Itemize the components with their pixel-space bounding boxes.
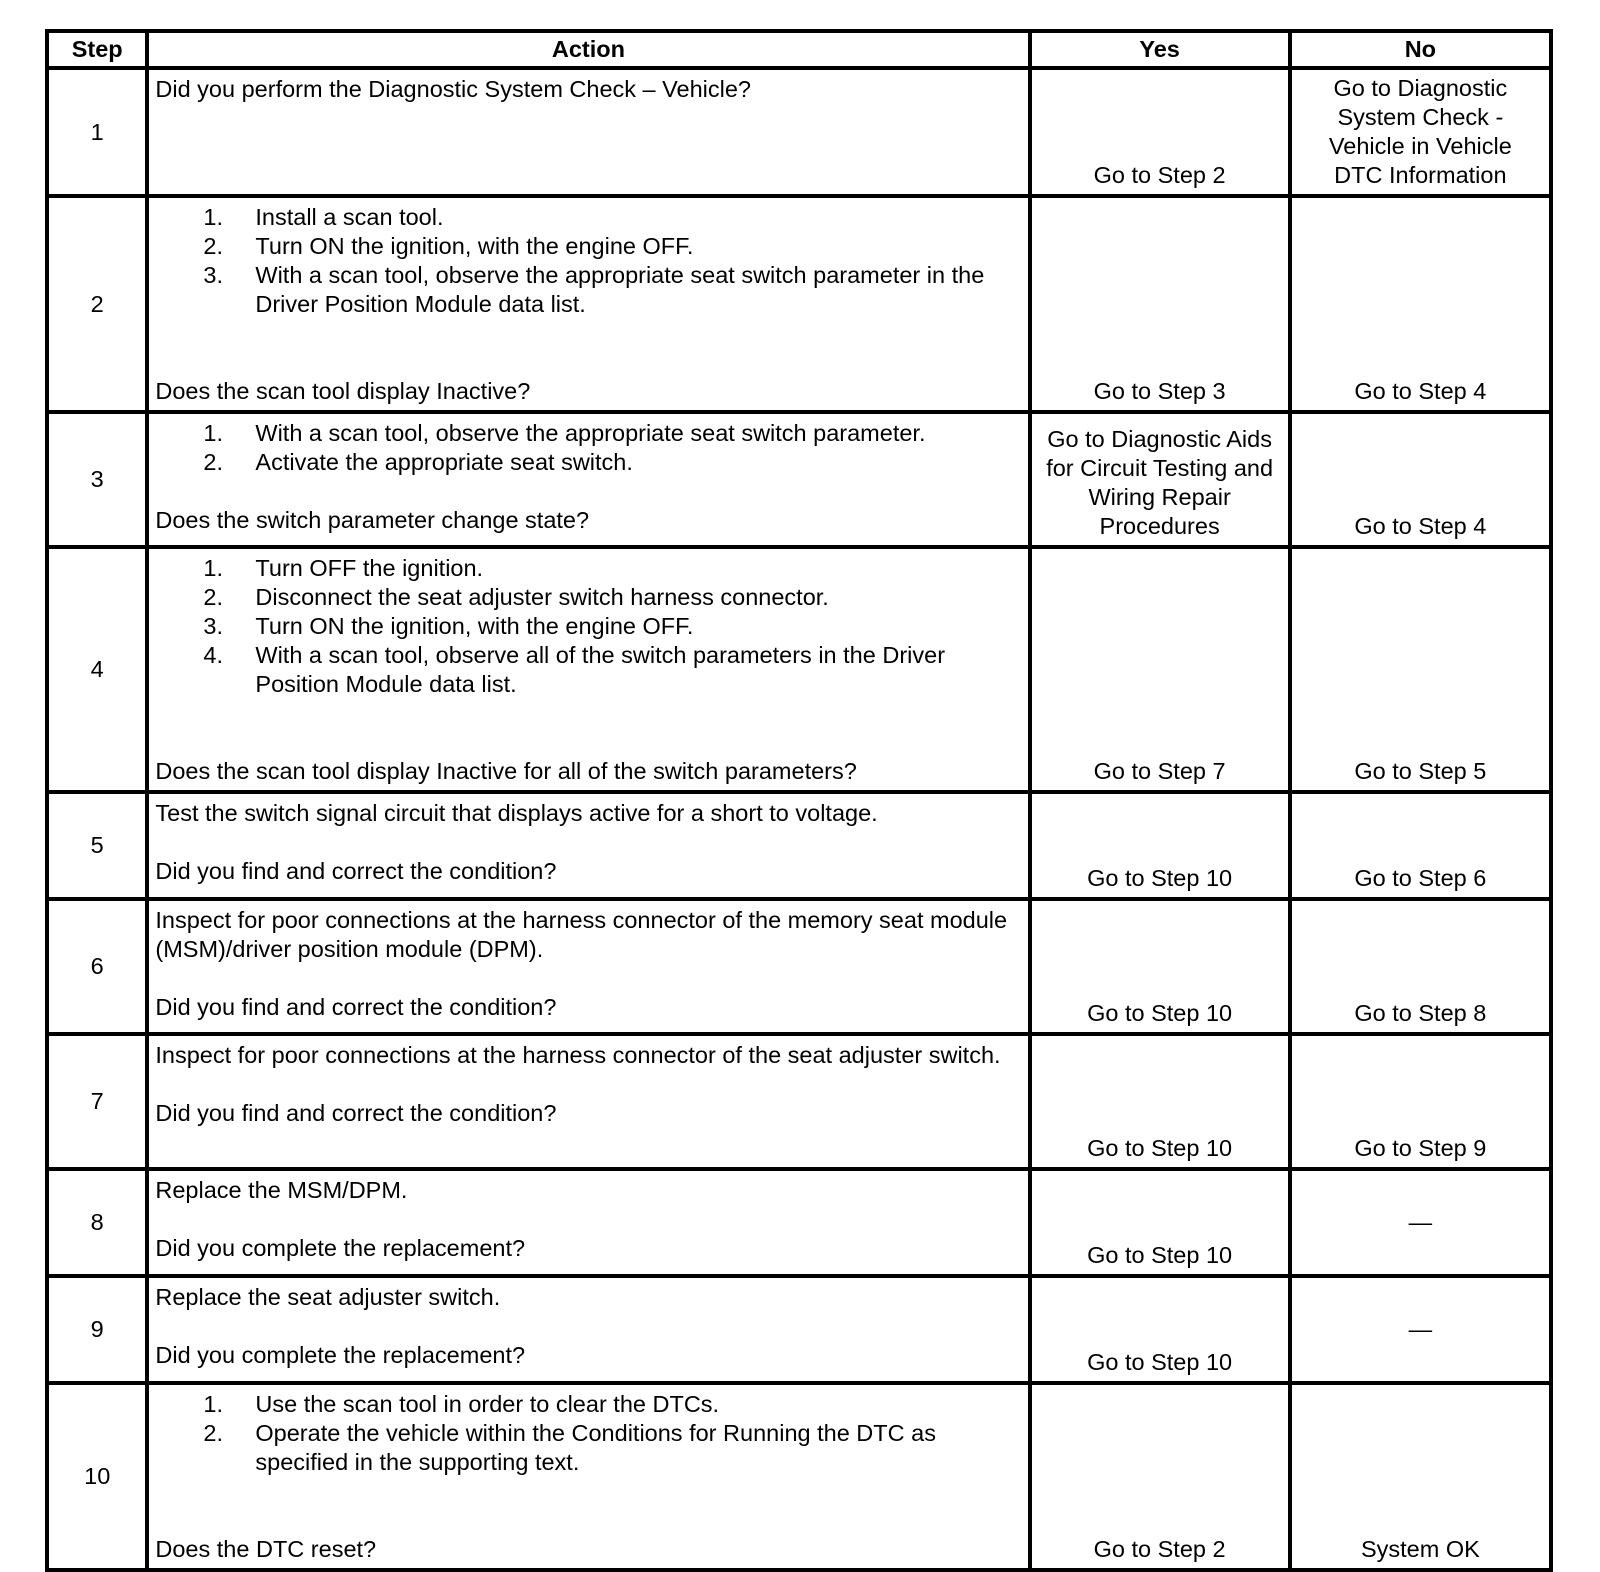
yes-result: Go to Step 10 — [1030, 1276, 1290, 1383]
action-text: Replace the seat adjuster switch. — [155, 1284, 501, 1310]
yes-result: Go to Step 10 — [1030, 1034, 1290, 1169]
action-cell — [147, 1276, 1029, 1383]
list-item: 1. With a scan tool, observe the appropriate seat switch parameter. — [203, 420, 926, 446]
action-text: Test the switch signal circuit that displays active for a short to voltage. — [155, 800, 878, 826]
step-number: 8 — [47, 1169, 147, 1276]
no-result: — — [1290, 1276, 1551, 1383]
table-row — [47, 1276, 1551, 1383]
list-item: 2. Operate the vehicle within the Conditions for Running the DTC as specified in the supporting text. — [203, 1420, 936, 1475]
action-cell — [147, 547, 1029, 792]
question-text: Did you complete the replacement? — [155, 1342, 526, 1368]
action-cell — [147, 1034, 1029, 1169]
no-result: Go to Step 5 — [1290, 547, 1551, 792]
table-row — [47, 196, 1551, 412]
yes-result: Go to Step 7 — [1030, 547, 1290, 792]
question-text: Does the scan tool display Inactive? — [155, 378, 531, 404]
procedure-list — [155, 419, 1017, 477]
no-result: System OK — [1290, 1383, 1551, 1570]
step-number: 1 — [47, 68, 147, 196]
action-text: Inspect for poor connections at the harness connector of the memory seat module (MSM)/driver position module (DPM). — [155, 907, 1008, 962]
list-item: 3. With a scan tool, observe the appropriate seat switch parameter in the Driver Position Module data list. — [203, 262, 985, 317]
yes-result: Go to Step 10 — [1030, 1169, 1290, 1276]
no-result: — — [1290, 1169, 1551, 1276]
table-row — [47, 547, 1551, 792]
no-result: Go to Step 6 — [1290, 792, 1551, 899]
table-row — [47, 1034, 1551, 1169]
no-result: Go to Step 8 — [1290, 899, 1551, 1034]
step-number: 9 — [47, 1276, 147, 1383]
step-number: 10 — [47, 1383, 147, 1570]
yes-result: Go to Diagnostic Aids for Circuit Testing and Wiring Repair Procedures — [1030, 412, 1290, 547]
header-action: Action — [147, 31, 1029, 68]
no-result: Go to Step 9 — [1290, 1034, 1551, 1169]
action-cell — [147, 792, 1029, 899]
procedure-list — [155, 203, 1017, 319]
action-text: Replace the MSM/DPM. — [155, 1177, 408, 1203]
yes-result: Go to Step 2 — [1030, 68, 1290, 196]
question-text: Did you find and correct the condition? — [155, 858, 557, 884]
yes-result: Go to Step 2 — [1030, 1383, 1290, 1570]
table-row — [47, 412, 1551, 547]
question-text: Does the switch parameter change state? — [155, 507, 590, 533]
yes-result: Go to Step 3 — [1030, 196, 1290, 412]
procedure-list — [155, 554, 1017, 699]
action-cell — [147, 196, 1029, 412]
list-item: 2. Disconnect the seat adjuster switch harness connector. — [203, 584, 829, 610]
question-text: Did you find and correct the condition? — [155, 1100, 557, 1126]
no-result: Go to Diagnostic System Check - Vehicle in Vehicle DTC Information — [1290, 68, 1551, 196]
step-number: 2 — [47, 196, 147, 412]
step-number: 3 — [47, 412, 147, 547]
no-result: Go to Step 4 — [1290, 196, 1551, 412]
table-row — [47, 899, 1551, 1034]
header-no: No — [1290, 31, 1551, 68]
step-number: 7 — [47, 1034, 147, 1169]
step-number: 4 — [47, 547, 147, 792]
yes-result: Go to Step 10 — [1030, 792, 1290, 899]
list-item: 2. Turn ON the ignition, with the engine OFF. — [203, 233, 694, 259]
action-cell — [147, 68, 1029, 196]
question-text: Does the DTC reset? — [155, 1536, 377, 1562]
action-cell — [147, 412, 1029, 547]
step-number: 6 — [47, 899, 147, 1034]
diagnostic-table — [45, 29, 1553, 1572]
question-text: Does the scan tool display Inactive for all of the switch parameters? — [155, 758, 857, 784]
list-item: 1. Use the scan tool in order to clear the DTCs. — [203, 1391, 720, 1417]
table-row — [47, 68, 1551, 196]
header-step: Step — [47, 31, 147, 68]
header-row — [47, 31, 1551, 68]
question-text: Did you find and correct the condition? — [155, 994, 557, 1020]
procedure-list — [155, 1390, 1017, 1477]
action-text: Did you perform the Diagnostic System Check – Vehicle? — [155, 76, 752, 102]
table-row — [47, 1383, 1551, 1570]
action-cell — [147, 1383, 1029, 1570]
no-result: Go to Step 4 — [1290, 412, 1551, 547]
table-row — [47, 792, 1551, 899]
header-yes: Yes — [1030, 31, 1290, 68]
yes-result: Go to Step 10 — [1030, 899, 1290, 1034]
table-row — [47, 1169, 1551, 1276]
list-item: 1. Turn OFF the ignition. — [203, 555, 484, 581]
step-number: 5 — [47, 792, 147, 899]
list-item: 1. Install a scan tool. — [203, 204, 444, 230]
question-text: Did you complete the replacement? — [155, 1235, 526, 1261]
action-text: Inspect for poor connections at the harness connector of the seat adjuster switch. — [155, 1042, 1001, 1068]
action-cell — [147, 1169, 1029, 1276]
list-item: 4. With a scan tool, observe all of the switch parameters in the Driver Position Module data list. — [203, 642, 946, 697]
list-item: 3. Turn ON the ignition, with the engine OFF. — [203, 613, 694, 639]
action-cell — [147, 899, 1029, 1034]
list-item: 2. Activate the appropriate seat switch. — [203, 449, 633, 475]
